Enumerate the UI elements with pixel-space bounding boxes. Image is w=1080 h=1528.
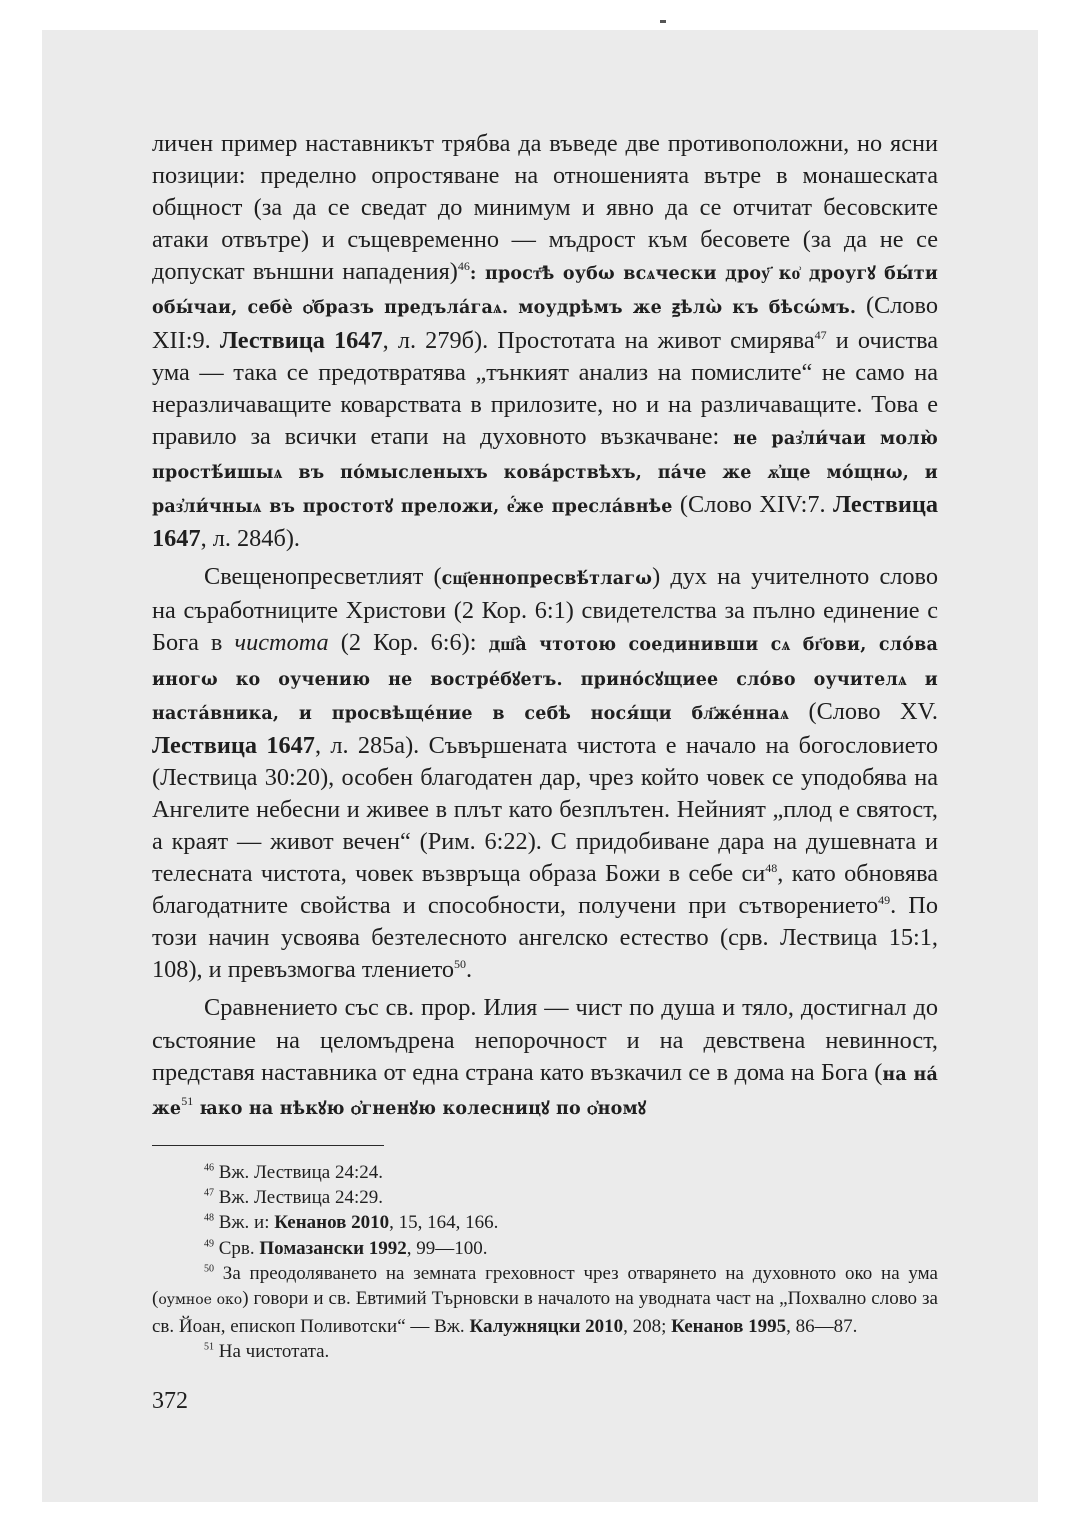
- footnote-reference: Кенанов 1995: [671, 1315, 787, 1337]
- footnote-51: [152, 1339, 938, 1364]
- footnote-46: [152, 1160, 938, 1185]
- footnote-number: 46: [204, 1162, 214, 1174]
- footnote-text: Вж. Лествица 24:29.: [218, 1187, 383, 1209]
- church-slavonic-quote: на на́ же: [152, 1064, 939, 1119]
- text-run: личен пример наставникът трябва да въведе две противоположни, но ясни позиции: пределно опростяване на отношенията вътре в монашеската общност (за да се сведат до минимум и явно да се отчитат бесовските атаки отвътре) и същевременно — мъдрост към бесовете (за да не се допускат външни нападения): [152, 130, 938, 286]
- text-run: , л. 285а). Съвършената чистота е начало на богословието (Лествица 30:20), особен благодатен дар, чрез който човек се уподобява на Ангелите небесни и живее в плът като безплътен. Нейният „плод е святост, а краят — живот вечен“ (Рим. 6:22). С придобиване дара на душевната и телесната чистота, човек възвръща образа Божи в себе си: [152, 731, 938, 888]
- footnote-text: ) говори и св. Евтимий Търновски в началото на уводната част на „Похвално слово за св. Йоан, епископ Поливотски“ — Вж.: [152, 1288, 938, 1337]
- paragraph-2: [152, 561, 938, 986]
- footnote-number: 47: [204, 1187, 214, 1199]
- citation-source: Лествица 1647: [219, 326, 383, 354]
- text-run: . По този начин усвоява безтелесното ангелско естество (срв. Лествица 15:1, 108), и превъзмогва тлението: [152, 892, 938, 984]
- text-run: Сравнението със св. прор. Илия — чист по душа и тяло, достигнал до състояние на целомъдрена непорочност и на девствена невинност, представя наставника от една страна като възкачил се в дома на Бога (: [152, 994, 938, 1086]
- footnote-48: [152, 1210, 938, 1235]
- footnote-reference: Калужняцки 2010: [469, 1315, 624, 1337]
- church-slavonic-quote: не раз҆ли́чаи молю̀ простѣ́ишыѧ въ по́мысленыхъ кова́рствѣхъ, па́че же ѫ҆ще мо́щнω, и раз҆ли́чныѧ въ простотꙋ преложи, е҆́же пресла́внѣе: [152, 428, 938, 518]
- text-run: Свещенопресветлият (: [204, 563, 442, 591]
- footnotes: [152, 1160, 938, 1364]
- footnote-49: [152, 1236, 938, 1261]
- footnote-ref-48[interactable]: 48: [765, 860, 778, 875]
- main-text: [152, 128, 938, 1125]
- footnote-number: 51: [204, 1341, 214, 1353]
- footnote-47: [152, 1185, 938, 1210]
- emphasis: чистота: [234, 629, 329, 657]
- footnote-text: , 99—100.: [406, 1237, 488, 1259]
- text-run: , като обновява благодатните свойства и способности, получени при сътворението: [152, 860, 939, 920]
- footnote-text: За преодоляването на земната греховност чрез отварянето на духовното око на ума (: [152, 1263, 938, 1310]
- scan-speck: [660, 20, 666, 23]
- footnote-ref-51[interactable]: 51: [181, 1093, 194, 1108]
- text-run: .: [466, 956, 473, 984]
- text-run: ) дух на учителното слово на съработниците Христови (2 Кор. 6:1) свидетелства за пълно единение с Бога в: [152, 563, 938, 657]
- footnote-separator: [152, 1145, 384, 1146]
- footnote-number: 48: [204, 1213, 214, 1225]
- church-slavonic-quote: дш҃а̀ чтотою соединивши сѧ бг҃ови, сло́ва иногω ко оучению не востре́бꙋетъ. прино́сꙋщиее сло́во оучителѧ и наста́вника, и просвѣще́ние в себѣ нося́щи бл҃же́ннаѧ: [152, 635, 938, 724]
- text-run: (Слово XII:9.: [152, 292, 938, 354]
- church-slavonic-quote: : прост҃ѣ оубω всѧчески дроу҃ ко͗ дроугꙋ бы́ти обы́чаи, себѐ ѻ҆бразъ предъла́гаѧ. моудрѣмъ же ꙃѣлὼ къ бѣсώмъ.: [152, 264, 939, 319]
- church-slavonic-word: сщ҃еннопресвѣ́тлагω: [441, 569, 653, 590]
- footnote-text: Вж. и:: [218, 1212, 275, 1234]
- footnote-ref-49[interactable]: 49: [878, 893, 891, 908]
- paragraph-3: [152, 992, 938, 1124]
- footnote-ref-50[interactable]: 50: [454, 957, 467, 972]
- footnote-reference: Помазански 1992: [259, 1237, 407, 1259]
- church-slavonic-word: оумное око: [158, 1292, 243, 1309]
- church-slavonic-quote: ꙗко на нѣкꙋю ѻ҆гненꙋю колесницꙋ по ѻ҆номꙋ: [193, 1098, 647, 1119]
- footnote-text: , 15, 164, 166.: [389, 1212, 499, 1234]
- footnote-text: На чистотата.: [218, 1340, 330, 1362]
- footnote-number: 50: [204, 1263, 214, 1275]
- paragraph-1: [152, 128, 938, 555]
- citation-source: Лествица 1647: [152, 491, 938, 553]
- footnote-text: Вж. Лествица 24:24.: [218, 1161, 383, 1183]
- page-number: 372: [152, 1388, 188, 1414]
- text-run: (Слово XIV:7.: [672, 491, 833, 519]
- footnote-50: [152, 1261, 938, 1339]
- footnote-reference: Кенанов 2010: [274, 1212, 390, 1234]
- text-column: [152, 128, 938, 1364]
- footnote-text: , 86—87.: [786, 1315, 858, 1337]
- text-run: и очиства ума — така се предотвратява „тънкият анализ на помислите“ не само на неразличаващите коварствата в прилозите, но и на различаващите. Това е правило за всички етапи на духовното възкачване:: [152, 326, 938, 450]
- footnote-text: , 208;: [623, 1315, 672, 1337]
- text-run: (Слово XV.: [789, 697, 938, 725]
- footnote-ref-46[interactable]: 46: [457, 259, 470, 274]
- footnote-text: Срв.: [218, 1237, 260, 1259]
- text-run: , л. 279б). Простотата на живот смирява: [382, 326, 815, 354]
- footnote-ref-47[interactable]: 47: [814, 327, 827, 342]
- footnote-number: 49: [204, 1238, 214, 1250]
- text-run: , л. 284б).: [200, 525, 300, 553]
- citation-source: Лествица 1647: [152, 731, 315, 759]
- text-run: (2 Кор. 6:6):: [328, 629, 489, 657]
